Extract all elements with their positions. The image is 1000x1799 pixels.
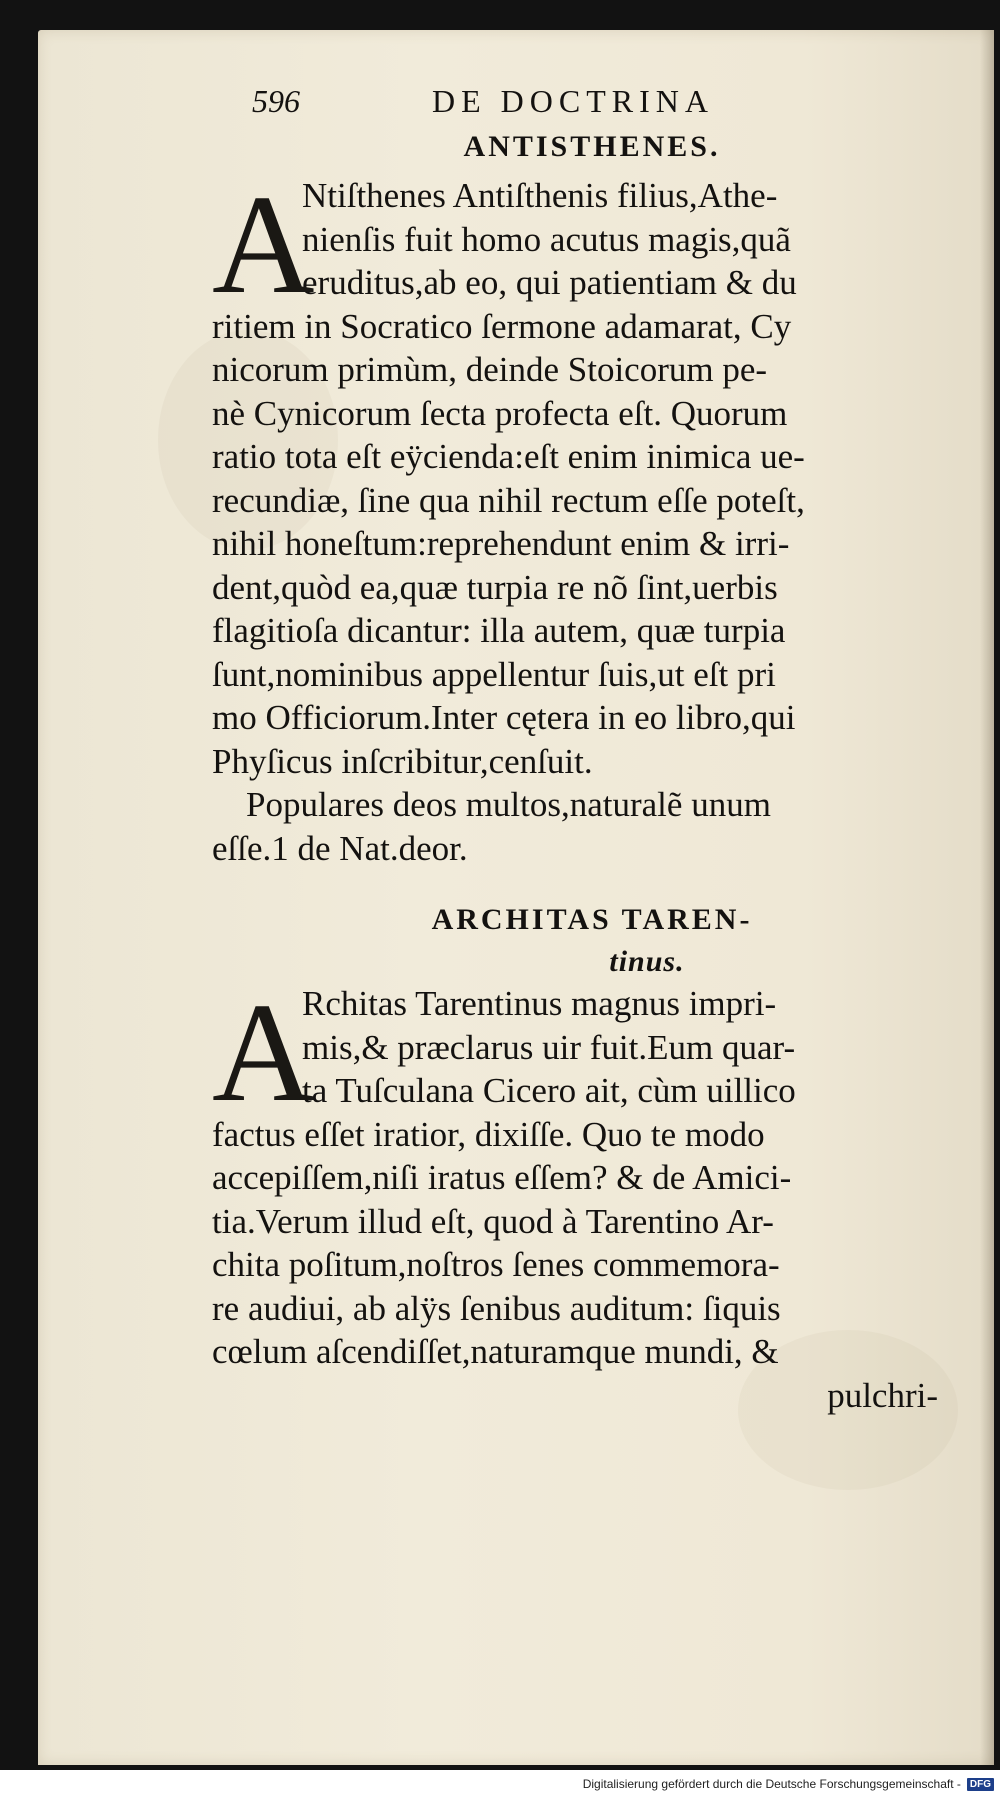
text-line: chita poſitum,noſtros ſenes commemora- <box>212 1245 780 1284</box>
page-text <box>212 70 972 1417</box>
section-heading-architas-line1: ARCHITAS TAREN- <box>431 903 753 936</box>
running-head-title: DE DOCTRINA <box>432 83 714 119</box>
section-heading-antisthenes: ANTISTHENES. <box>463 130 721 163</box>
text-line: re audiui, ab alÿs ſenibus auditum: ſiquis <box>212 1288 781 1328</box>
section-heading-architas <box>212 898 972 982</box>
text-line: nicorum primùm, deinde Stoicorum pe- <box>212 350 768 389</box>
text-line: nienſis fuit homo acutus magis,quã <box>302 219 791 259</box>
section-body-architas <box>212 973 972 1417</box>
footer-credit <box>583 1777 994 1791</box>
text-line: tia.Verum illud eſt, quod à Tarentino Ar- <box>212 1201 774 1241</box>
text-line: Rchitas Tarentinus magnus impri- <box>302 984 777 1023</box>
catchword: pulchri- <box>827 1375 938 1415</box>
running-head <box>212 70 972 120</box>
dfg-logo: DFG <box>967 1778 994 1791</box>
text-line: accepiſſem,niſi iratus eſſem? & de Amici- <box>212 1158 792 1197</box>
text-line: dent,quòd ea,quæ turpia re nõ ſint,uerbis <box>212 567 778 607</box>
text-line: ritiem in Socratico ſermone adamarat, Cy <box>212 306 792 346</box>
page-number: 596 <box>252 83 300 119</box>
text-line: eruditus,ab eo, qui patientiam & du <box>302 263 797 302</box>
text-line: mo Officiorum.Inter cętera in eo libro,qui <box>212 698 796 737</box>
drop-cap: A <box>212 165 315 323</box>
text-line: eſſe.1 de Nat.deor. <box>212 828 468 868</box>
text-line: Phyſicus inſcribitur,cenſuit. <box>212 741 593 781</box>
text-line: ſunt,nominibus appellentur ſuis,ut eſt pri <box>212 654 776 694</box>
section-heading-architas-line2: tinus. <box>609 945 685 978</box>
section-body-antisthenes <box>212 165 972 870</box>
text-line: cœlum aſcendiſſet,naturamque mundi, & <box>212 1332 779 1371</box>
text-line: ta Tuſculana Cicero ait, cùm uillico <box>302 1071 796 1110</box>
text-line: ratio tota eſt eÿcienda:eſt enim inimica ue- <box>212 437 805 476</box>
text-line: nihil honeſtum:reprehendunt enim & irri- <box>212 524 790 563</box>
text-line: flagitioſa dicantur: illa autem, quæ turpia <box>212 611 786 650</box>
drop-cap: A <box>212 973 315 1131</box>
text-line: factus eſſet iratior, dixiſſe. Quo te modo <box>212 1114 765 1154</box>
text-line: nè Cynicorum ſecta profecta eſt. Quorum <box>212 393 788 433</box>
text-line: Populares deos multos,naturalẽ unum <box>246 785 771 824</box>
page-edge <box>980 30 994 1765</box>
text-line: mis,& præclarus uir fuit.Eum quar- <box>302 1027 796 1067</box>
text-line: Ntiſthenes Antiſthenis filius,Athe- <box>302 176 778 215</box>
footer-credit-text: Digitalisierung gefördert durch die Deutsche Forschungsgemeinschaft - <box>582 1777 961 1791</box>
text-line: recundiæ, ſine qua nihil rectum eſſe poteſt, <box>212 480 805 520</box>
